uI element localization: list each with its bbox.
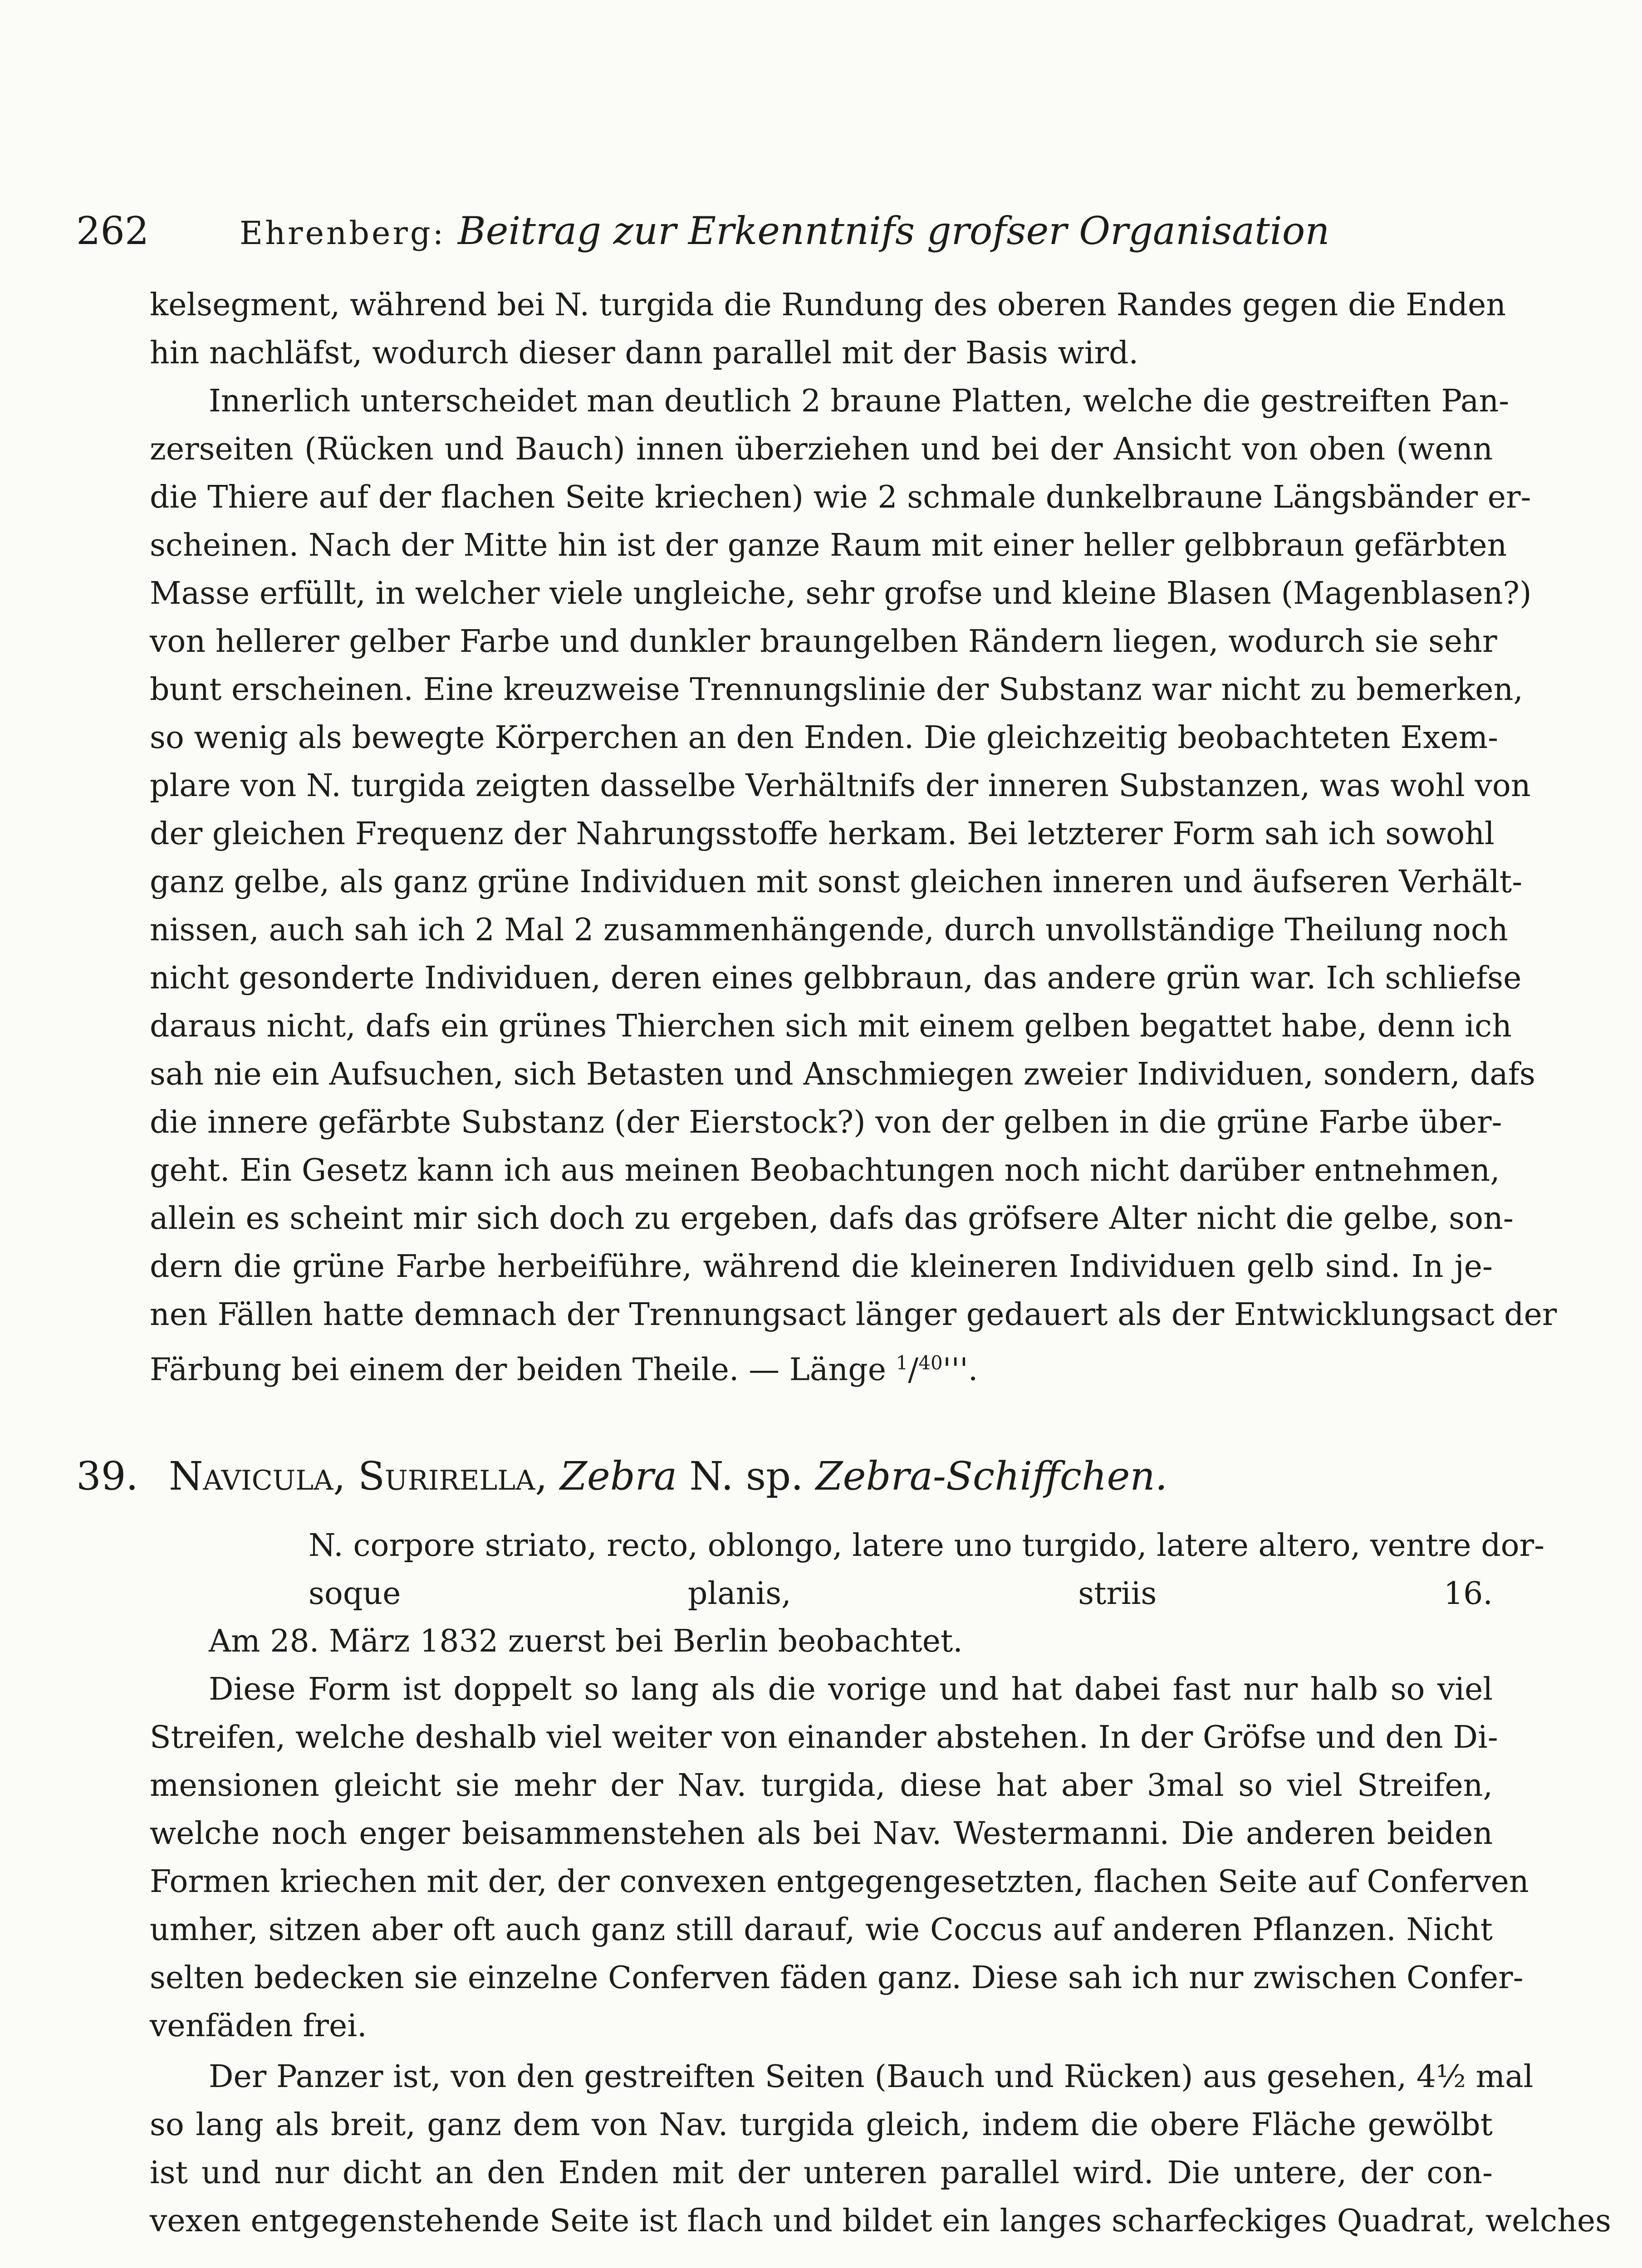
text-line: Diese Form ist doppelt so lang als die vorige und hat dabei fast nur halb so viel [209,1672,1493,1707]
genus-name: Navicula, [169,1454,346,1499]
text-line: daraus nicht, dafs ein grünes Thierchen sich mit einem gelben begattet habe, denn ich [150,1008,1512,1044]
text-line: bunt erscheinen. Eine kreuzweise Trennungslinie der Substanz war nicht zu bemerken, [150,672,1523,708]
text-line: Masse erfüllt, in welcher viele ungleiche, sehr grofse und kleine Blasen (Magenblasen?) [150,576,1532,611]
text-line: der gleichen Frequenz der Nahrungsstoffe herkam. Bei letzterer Form sah ich sowohl [150,816,1495,852]
paragraph-3 [150,1666,1529,2050]
text-line: von hellerer gelber Farbe und dunkler braungelben Rändern liegen, wodurch sie sehr [150,624,1497,660]
text-line: geht. Ein Gesetz kann ich aus meinen Beobachtungen noch nicht darüber entnehmen, [150,1153,1500,1188]
text-line: Formen kriechen mit der, der convexen entgegengesetzten, flachen Seite auf Conferven [150,1864,1529,1900]
text-line: ist und nur dicht an den Enden mit der unteren parallel wird. Die untere, der con- [150,2155,1493,2191]
latin-diagnosis [309,1522,1545,1618]
species-heading [76,1454,1167,1499]
observation-note [150,1618,1493,1666]
running-header [76,209,1492,259]
text-line: sah nie ein Aufsuchen, sich Betasten und Anschmiegen zweier Individuen, sondern, dafs [150,1056,1535,1092]
text-line: allein es scheint mir sich doch zu ergeben, dafs das gröfsere Alter nicht die gelbe, son- [150,1201,1514,1237]
page-number: 262 [76,209,149,253]
text-line: nicht gesonderte Individuen, deren eines gelbbraun, das andere grün war. Ich schliefse [150,960,1522,996]
text-line: zerseiten (Rücken und Bauch) innen überziehen und bei der Ansicht von oben (wenn [150,431,1493,467]
paragraph-4 [150,2053,1612,2245]
text-line: N. corpore striato, recto, oblongo, latere uno turgido, latere altero, ventre dor- [309,1528,1545,1564]
length-fraction-numerator: 1 [896,1352,908,1374]
paragraph-2 [150,377,1557,1394]
text-line: umher, sitzen aber oft auch ganz still darauf, wie Coccus auf anderen Pflanzen. Nicht [150,1912,1493,1948]
running-title [240,209,1329,253]
subgenus-name: Surirella, [358,1454,548,1499]
text-line: scheinen. Nach der Mitte hin ist der ganze Raum mit einer heller gelbbraun gefärbten [150,528,1507,563]
text-line: die innere gefärbte Substanz (der Eierstock?) von der gelben in die grüne Farbe über- [150,1105,1502,1140]
paragraph-1 [150,281,1506,377]
text-line: so lang als breit, ganz dem von Nav. turgida gleich, indem die obere Fläche gewölbt [150,2107,1493,2143]
text-line: Färbung bei einem der beiden Theile. — Länge $^1$/$^{40}$'''. [150,1352,978,1388]
length-fraction-denominator: 40 [918,1352,943,1374]
text-line: soque planis, striis 16. [309,1576,1493,1612]
text-line-content: Färbung bei einem der beiden Theile. — Länge [150,1352,886,1388]
text-line: Streifen, welche deshalb viel weiter von einander abstehen. In der Gröfse und den Di- [150,1720,1498,1755]
text-line: die Thiere auf der flachen Seite kriechen) wie 2 schmale dunkelbraune Längsbänder er- [150,479,1531,515]
text-line: plare von N. turgida zeigten dasselbe Verhältnifs der inneren Substanzen, was wohl von [150,768,1531,804]
common-name: Zebra-Schiffchen. [815,1454,1168,1499]
text-line: hin nachläfst, wodurch dieser dann parallel mit der Basis wird. [150,335,1139,371]
text-line: vexen entgegenstehende Seite ist flach und bildet ein langes scharfeckiges Quadrat, welches [150,2203,1612,2239]
length-unit: '''. [942,1352,978,1388]
text-line: ganz gelbe, als ganz grüne Individuen mit sonst gleichen inneren und äufseren Verhält- [150,864,1523,900]
text-line: Innerlich unterscheidet man deutlich 2 braune Platten, welche die gestreiften Pan- [209,383,1510,419]
text-line: venfäden frei. [150,2008,367,2044]
text-line: dern die grüne Farbe herbeiführe, während die kleineren Individuen gelb sind. In je- [150,1249,1493,1285]
text-line: so wenig als bewegte Körperchen an den Enden. Die gleichzeitig beobachteten Exem- [150,720,1499,756]
text-line: selten bedecken sie einzelne Conferven fäden ganz. Diese sah ich nur zwischen Confer- [150,1960,1524,1996]
text-line: mensionen gleicht sie mehr der Nav. turgida, diese hat aber 3mal so viel Streifen, [150,1768,1493,1804]
species-name: Zebra [560,1454,677,1499]
text-line: Der Panzer ist, von den gestreiften Seiten (Bauch und Rücken) aus gesehen, 4½ mal [209,2059,1534,2095]
text-line: Am 28. März 1832 zuerst bei Berlin beobachtet. [209,1623,963,1659]
species-status: N. sp. [689,1454,804,1499]
section-number: 39. [76,1454,138,1499]
article-title: Beitrag zur Erkenntnifs grofser Organisation [457,209,1330,253]
text-line: welche noch enger beisammenstehen als bei Nav. Westermanni. Die anderen beiden [150,1816,1493,1852]
text-line: nen Fällen hatte demnach der Trennungsact länger gedauert als der Entwicklungsact der [150,1297,1557,1333]
text-line: nissen, auch sah ich 2 Mal 2 zusammenhängende, durch unvollständige Theilung noch [150,912,1508,948]
author-name: Ehrenberg: [240,215,446,252]
text-line: kelsegment, während bei N. turgida die Rundung des oberen Randes gegen die Enden [150,287,1506,323]
